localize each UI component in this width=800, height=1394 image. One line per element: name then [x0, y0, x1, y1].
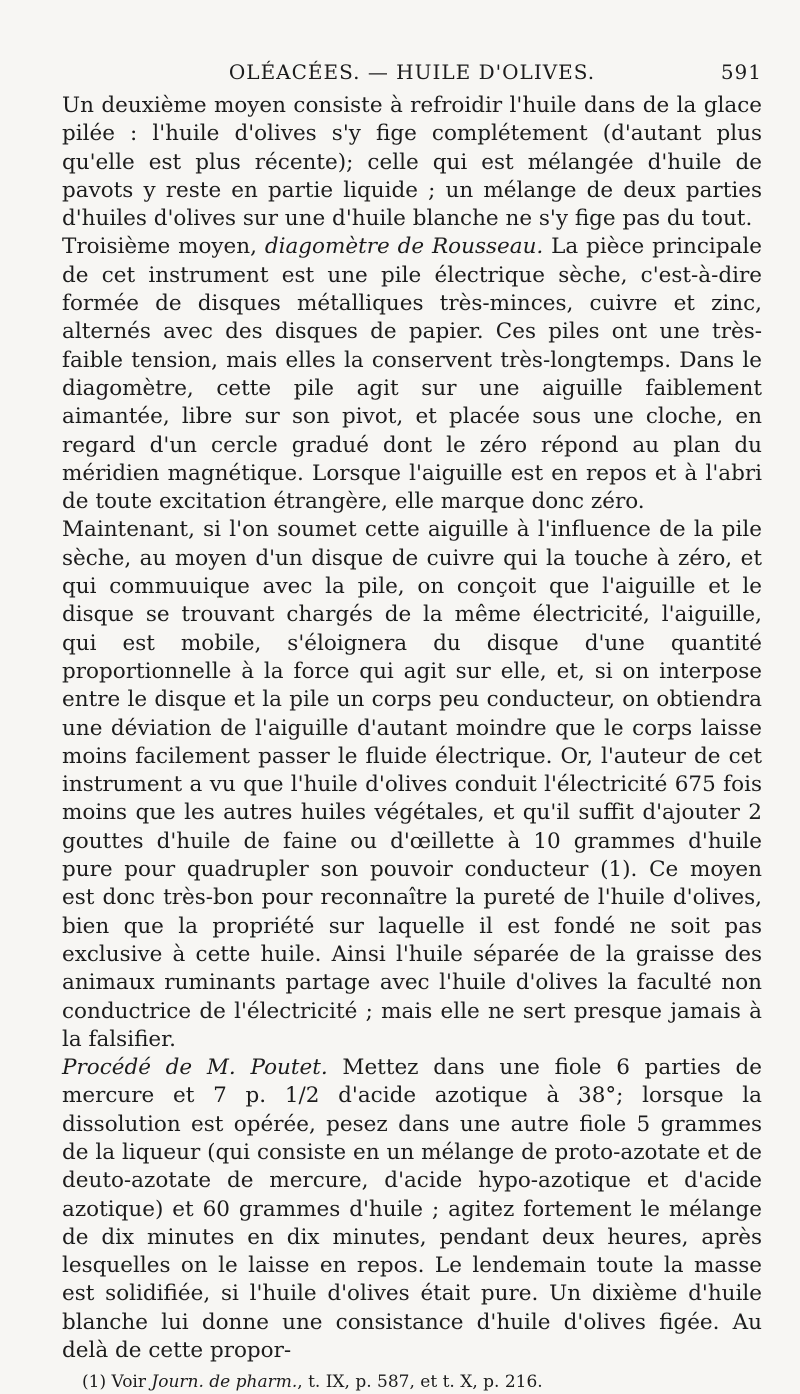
paragraph-text: La pièce principale de cet instrument est une pile électrique sèche, c'est-à-dire formée de disques métalliques très-minces, cuivre et zinc, alternés avec des disques de papier. Ces piles ont une très-faible tension, mais elles la conservent très-longtemps. Dans le diagomètre, cette pile agit sur une aiguille faiblement aimantée, libre sur son pivot, et placée sous une cloche, en regard d'un cercle gradué dont le zéro répond au plan du méridien magnétique. Lorsque l'aiguille est en repos et à l'abri de toute excitation étrangère, elle marque donc zéro. — [62, 234, 762, 515]
running-head — [62, 52, 762, 92]
page-number: 591 — [720, 60, 762, 84]
footnote-marker: (1) Voir — [82, 1372, 152, 1393]
paragraph-lead: Troisième moyen, — [62, 234, 265, 260]
paragraph-diagometer — [62, 233, 762, 516]
paragraph-poutet-method — [62, 1054, 762, 1365]
paragraph-text: Mettez dans une fiole 6 parties de mercure et 7 p. 1/2 d'acide azotique à 38°; lorsque la dissolution est opérée, pesez dans une autre fiole 5 grammes de la liqueur (qui consiste en un mélange de proto-azotate et de deuto-azotate de mercure, d'acide hypo-azotique et d'acide azotique) et 60 grammes d'huile ; agitez fortement le mélange de dix minutes en dix minutes, pendant deux heures, après lesquelles on le laisse en repos. Le lendemain toute la masse est solidifiée, si l'huile d'olives était pure. Un dixième d'huile blanche lui donne une consistance d'huile d'olives figée. Au delà de cette propor- — [62, 1055, 762, 1364]
footnote-reference: , t. IX, p. 587, et t. X, p. 216. — [297, 1372, 543, 1393]
paragraph-italic-term: diagomètre de Rousseau. — [264, 234, 544, 260]
footnote — [62, 1371, 762, 1393]
paragraph-italic-term: Procédé de M. Poutet. — [62, 1055, 328, 1081]
paragraph-ice-method — [62, 92, 762, 233]
body-text — [62, 92, 762, 1365]
running-title: OLÉACÉES. — HUILE D'OLIVES. — [228, 60, 596, 84]
footnote-journal: Journ. de pharm. — [151, 1372, 298, 1393]
paragraph-dry-pile — [62, 516, 762, 1054]
paragraph-text: Maintenant, si l'on soumet cette aiguille à l'influence de la pile sèche, au moyen d'un disque de cuivre qui la touche à zéro, et qui commuuique avec la pile, on conçoit que l'aiguille et le disque se trouvant chargés de la même électricité, l'aiguille, qui est mobile, s'éloignera du disque d'une quantité proportionnelle à la force qui agit sur elle, et, si on interpose entre le disque et la pile un corps peu conducteur, on obtiendra une déviation de l'aiguille d'autant moindre que le corps laisse moins facilement passer le fluide électrique. Or, l'auteur de cet instrument a vu que l'huile d'olives conduit l'électricité 675 fois moins que les autres huiles végétales, et qu'il suffit d'ajouter 2 gouttes d'huile de faine ou d'œillette à 10 grammes d'huile pure pour quadrupler son pouvoir conducteur (1). Ce moyen est donc très-bon pour reconnaître la pureté de l'huile d'olives, bien que la propriété sur laquelle il est fondé ne soit pas exclusive à cette huile. Ainsi l'huile séparée de la graisse des animaux ruminants partage avec l'huile d'olives la faculté non conductrice de l'électricité ; mais elle ne sert presque jamais à la falsifier. — [62, 517, 762, 1052]
paragraph-text: Un deuxième moyen consiste à refroidir l'huile dans de la glace pilée : l'huile d'olives s'y fige complétement (d'autant plus qu'elle est plus récente); celle qui est mélangée d'huile de pavots y reste en partie liquide ; un mélange de deux parties d'huiles d'olives sur une d'huile blanche ne s'y fige pas du tout. — [62, 93, 762, 232]
